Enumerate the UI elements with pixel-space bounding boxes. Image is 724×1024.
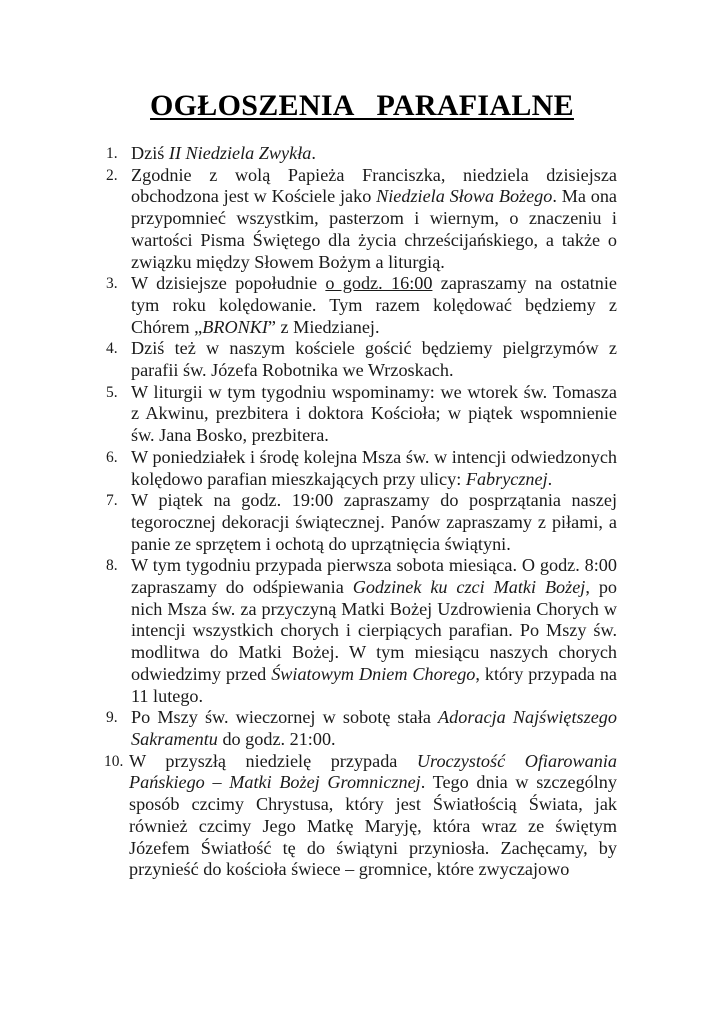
item-text: [131, 338, 617, 380]
list-item: [106, 707, 617, 750]
text-segment: Zgodnie z wolą Papieża Franciszka, niedziela dzisiejsza obchodzona jest w Kościele jako: [131, 164, 617, 207]
text-segment: zapraszamy na ostatnie tym roku kolędowanie. Tym razem kolędować będziemy z Chórem „: [131, 273, 617, 337]
list-item: [106, 165, 617, 274]
text-segment: .: [547, 468, 553, 489]
text-segment: W przyszłą niedzielę przypada: [129, 750, 417, 771]
list-item: [106, 447, 617, 490]
item-text: [129, 751, 617, 880]
item-text: [131, 273, 617, 336]
emphasized-text: Uroczystość Ofiarowania Pańskiego – Matki Bożej Gromnicznej: [129, 750, 617, 793]
item-number: 6.: [106, 448, 118, 466]
item-text: [131, 447, 617, 489]
underlined-text: o godz. 16:00: [325, 273, 433, 294]
list-item: [106, 382, 617, 447]
emphasized-text: Fabrycznej: [465, 468, 548, 489]
item-text: [131, 490, 617, 553]
text-segment: Dziś też w naszym kościele gościć będziemy pielgrzymów z parafii św. Józefa Robotnika we Wrzoskach.: [131, 338, 617, 381]
item-number: 10.: [104, 752, 124, 770]
list-item: [106, 273, 617, 338]
text-segment: ” z Miedzianej.: [267, 316, 380, 337]
item-number: 3.: [106, 275, 118, 293]
item-text: [131, 382, 617, 445]
list-item: [106, 143, 617, 165]
item-number: 9.: [106, 709, 118, 727]
list-item: [106, 751, 617, 881]
text-segment: W poniedziałek i środę kolejna Msza św. w intencji odwiedzonych kolędowo parafian mieszkających przy ulicy:: [131, 446, 617, 489]
text-segment: , po nich Msza św. za przyczyną Matki Bożej Uzdrowienia Chorych w intencji wszystkich chorych i cierpiących parafian. Po Mszy św. modlitwa do Matki Bożej. W tym miesiącu naszych chorych odwiedzimy przed: [131, 577, 618, 684]
emphasized-text: Niedziela Słowa Bożego: [376, 186, 553, 207]
text-segment: , który przypada na 11 lutego.: [131, 663, 617, 706]
emphasized-text: Adoracja Najświętszego Sakramentu: [131, 707, 617, 749]
item-number: 2.: [106, 166, 118, 184]
item-number: 5.: [106, 383, 118, 401]
text-segment: W dzisiejsze popołudnie: [131, 273, 326, 294]
list-item: [106, 338, 617, 381]
text-segment: do godz. 21:00.: [217, 728, 336, 749]
text-segment: . Ma ona przypomnieć wszystkim, pasterzom i wiernym, o znaczeniu i wartości Pisma Świętego dla życia chrześcijańskiego, a także o związku między Słowem Bożym a liturgią.: [131, 186, 617, 272]
emphasized-text: II Niedziela Zwykła: [168, 143, 312, 163]
item-number: 7.: [106, 492, 118, 510]
text-segment: W tym tygodniu przypada pierwsza sobota miesiąca. O godz. 8:00 zapraszamy do odśpiewania: [131, 555, 617, 598]
text-segment: Po Mszy św. wieczornej w sobotę stała: [131, 707, 439, 728]
list-item: [106, 555, 617, 707]
text-segment: Dziś: [131, 143, 169, 163]
text-segment: W piątek na godz. 19:00 zapraszamy do posprzątania naszej tegorocznej dekoracji świątecznej. Panów zapraszamy z piłami, a panie ze sprzętem i ochotą do uprzątnięcia świątyni.: [131, 490, 617, 554]
text-segment: . Tego dnia w szczególny sposób czcimy Chrystusa, który jest Światłością Świata, jak również czcimy Jego Matkę Maryję, która wraz ze świętym Józefem Światłość tę do świątyni przyniosła. Zachęcamy, by przynieść do kościoła świece – gromnice, które zwyczajowo: [129, 772, 617, 880]
page-title: [0, 89, 724, 123]
page-title-text: OGŁOSZENIA PARAFIALNE: [150, 89, 574, 122]
item-text: [131, 707, 617, 749]
item-text: [131, 143, 316, 163]
text-segment: .: [311, 143, 316, 163]
item-number: 1.: [106, 145, 118, 162]
list-item: [106, 490, 617, 555]
item-number: 4.: [106, 340, 118, 358]
item-text: [131, 165, 617, 272]
item-number: 8.: [106, 557, 118, 575]
text-segment: W liturgii w tym tygodniu wspominamy: we wtorek św. Tomasza z Akwinu, prezbitera i doktora Kościoła; w piątek wspomnienie św. Jana Bosko, prezbitera.: [131, 381, 617, 446]
emphasized-text: Światowym Dniem Chorego: [271, 663, 476, 684]
emphasized-text: BRONKI: [202, 316, 268, 337]
announcements-list: [106, 143, 617, 881]
item-text: [131, 555, 617, 705]
emphasized-text: Godzinek ku czci Matki Bożej: [352, 577, 586, 598]
